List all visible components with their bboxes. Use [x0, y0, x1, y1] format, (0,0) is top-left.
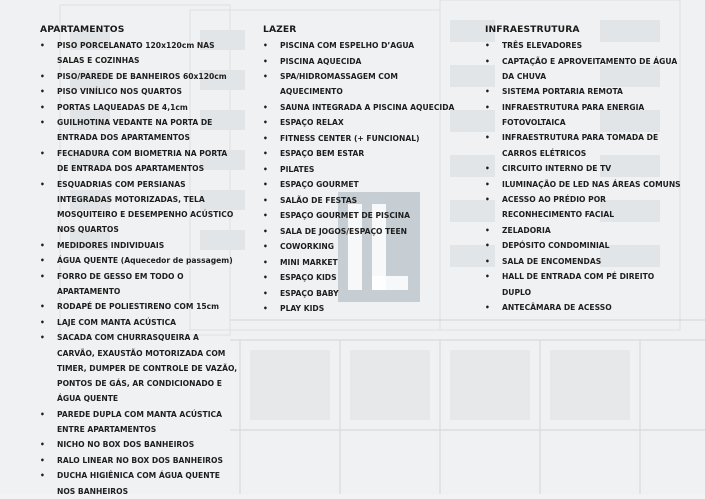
- list-item-line: LAJE COM MANTA ACÚSTICA: [57, 317, 177, 327]
- list-item: [40, 238, 240, 253]
- list-item-line: SALA DE ENCOMENDAS: [502, 256, 602, 266]
- feature-list: [263, 38, 468, 316]
- list-item-line: PAREDE DUPLA COM MANTA ACÚSTICA: [57, 409, 222, 419]
- list-item-line: ÁGUA QUENTE (Aquecedor de passagem): [57, 256, 233, 266]
- column-infraestrutura: [485, 24, 690, 316]
- list-item-line: PISCINA AQUECIDA: [280, 56, 362, 66]
- list-item: [485, 38, 690, 53]
- column-title: INFRAESTRUTURA: [485, 24, 580, 35]
- list-item: [263, 208, 468, 223]
- list-item: [485, 177, 690, 192]
- list-item-line: HALL DE ENTRADA COM PÉ DIREITO: [502, 272, 655, 282]
- list-item: [40, 100, 240, 115]
- list-item-line: CARROS ELÉTRICOS: [502, 148, 587, 158]
- list-item-line: DE ENTRADA DOS APARTAMENTOS: [57, 164, 205, 174]
- list-item-line: ZELADORIA: [502, 225, 551, 235]
- list-item-line: SALÃO DE FESTAS: [280, 195, 358, 205]
- list-item: [40, 330, 240, 406]
- list-item: [263, 115, 468, 130]
- list-item: [40, 437, 240, 452]
- list-item: [40, 299, 240, 314]
- list-item-line: NOS QUARTOS: [57, 225, 119, 235]
- list-item: [263, 69, 468, 99]
- list-item: [485, 100, 690, 130]
- list-item-line: MOSQUITEIRO E DESEMPENHO ACÚSTICO: [57, 210, 234, 220]
- list-item-line: TRÊS ELEVADORES: [502, 41, 583, 50]
- list-item-line: ESPAÇO RELAX: [280, 118, 344, 128]
- list-item: [485, 192, 690, 222]
- list-item-line: SISTEMA PORTARIA REMOTA: [502, 87, 623, 97]
- list-item: [40, 253, 240, 268]
- list-item: [485, 54, 690, 84]
- list-item-line: INFRAESTRUTURA PARA ENERGIA: [502, 102, 645, 112]
- list-item-line: PONTOS DE GÁS, AR CONDICIONADO E: [57, 379, 222, 389]
- feature-list: [485, 38, 690, 315]
- list-item-line: SAUNA INTEGRADA A PISCINA AQUECIDA: [280, 102, 455, 112]
- list-item: [263, 255, 468, 270]
- list-item-line: RODAPÉ DE POLIESTIRENO COM 15cm: [57, 302, 220, 312]
- list-item-line: ENTRE APARTAMENTOS: [57, 424, 157, 434]
- list-item-line: CAPTAÇÃO E APROVEITAMENTO DE ÁGUA: [502, 56, 678, 66]
- list-item-line: PORTAS LAQUEADAS DE 4,1cm: [57, 102, 188, 112]
- list-item: [485, 238, 690, 253]
- list-item: [263, 177, 468, 192]
- list-item-line: ESPAÇO KIDS: [280, 273, 337, 283]
- list-item-line: ESPAÇO BABY: [280, 288, 339, 298]
- list-item-line: ESPAÇO GOURMET DE PISCINA: [280, 211, 410, 221]
- list-item: [263, 239, 468, 254]
- list-item-line: INTEGRADAS MOTORIZADAS, TELA: [57, 194, 205, 204]
- list-item-line: FOTOVOLTAICA: [502, 117, 566, 127]
- list-item-line: INFRAESTRUTURA PARA TOMADA DE: [502, 133, 659, 143]
- list-item-line: ESQUADRIAS COM PERSIANAS: [57, 179, 186, 189]
- list-item: [263, 38, 468, 53]
- list-item: [485, 254, 690, 269]
- list-item: [263, 286, 468, 301]
- list-item: [263, 162, 468, 177]
- list-item: [40, 146, 240, 176]
- list-item: [263, 270, 468, 285]
- list-item-line: SALAS E COZINHAS: [57, 56, 140, 66]
- column-apartamentos: [40, 24, 240, 499]
- list-item: [263, 301, 468, 316]
- list-item: [40, 453, 240, 468]
- list-item: [40, 177, 240, 238]
- list-item-line: PILATES: [280, 164, 315, 174]
- list-item-line: RALO LINEAR NO BOX DOS BANHEIROS: [57, 455, 223, 465]
- list-item: [263, 146, 468, 161]
- list-item-line: DEPÓSITO CONDOMINIAL: [502, 241, 610, 251]
- column-title: LAZER: [263, 24, 297, 35]
- list-item: [485, 300, 690, 315]
- list-item-line: TIMER, DUMPER DE CONTROLE DE VAZÃO,: [57, 363, 238, 373]
- list-item-line: ILUMINAÇÃO DE LED NAS ÁREAS COMUNS: [502, 179, 681, 189]
- list-item-line: ÁGUA QUENTE: [57, 394, 119, 404]
- list-item-line: GUILHOTINA VEDANTE NA PORTA DE: [57, 118, 213, 128]
- list-item-line: FITNESS CENTER (+ FUNCIONAL): [280, 133, 420, 143]
- list-item-line: DA CHUVA: [502, 71, 547, 81]
- list-item: [40, 115, 240, 145]
- list-item-line: FORRO DE GESSO EM TODO O: [57, 271, 184, 281]
- list-item-line: DUCHA HIGIÊNICA COM ÁGUA QUENTE: [57, 471, 220, 481]
- feature-list: [40, 38, 240, 499]
- list-item-line: SPA/HIDROMASSAGEM COM: [280, 72, 398, 81]
- list-item: [263, 100, 468, 115]
- list-item: [263, 131, 468, 146]
- list-item-line: RECONHECIMENTO FACIAL: [502, 210, 615, 220]
- list-item-line: SACADA COM CHURRASQUEIRA A: [57, 333, 199, 343]
- list-item-line: MINI MARKET: [280, 257, 338, 267]
- list-item-line: PISO/PAREDE DE BANHEIROS 60x120cm: [57, 71, 227, 81]
- list-item-line: PISO VINÍLICO NOS QUARTOS: [57, 87, 182, 97]
- list-item: [485, 269, 690, 299]
- list-item-line: MEDIDORES INDIVIDUAIS: [57, 240, 165, 250]
- list-item-line: PISCINA COM ESPELHO D’AGUA: [280, 41, 415, 50]
- list-item-line: NICHO NO BOX DOS BANHEIROS: [57, 440, 195, 450]
- list-item: [40, 468, 240, 498]
- column-lazer: [263, 24, 468, 317]
- list-item-line: DUPLO: [502, 287, 532, 297]
- list-item-line: ESPAÇO BEM ESTAR: [280, 149, 365, 159]
- list-item: [485, 161, 690, 176]
- list-item-line: FECHADURA COM BIOMETRIA NA PORTA: [57, 148, 228, 158]
- list-item: [263, 224, 468, 239]
- list-item-line: PLAY KIDS: [280, 304, 325, 314]
- list-item-line: CARVÃO, EXAUSTÃO MOTORIZADA COM: [57, 348, 226, 358]
- list-item: [40, 407, 240, 437]
- list-item: [40, 84, 240, 99]
- list-item: [485, 223, 690, 238]
- list-item-line: APARTAMENTO: [57, 286, 121, 296]
- list-item-line: ESPAÇO GOURMET: [280, 180, 359, 190]
- list-item-line: CIRCUITO INTERNO DE TV: [502, 164, 612, 174]
- list-item: [40, 269, 240, 299]
- list-item-line: ENTRADA DOS APARTAMENTOS: [57, 133, 190, 143]
- column-title: APARTAMENTOS: [40, 24, 125, 35]
- list-item-line: NOS BANHEIROS: [57, 486, 129, 496]
- list-item: [263, 193, 468, 208]
- list-item-line: ACESSO AO PRÉDIO POR: [502, 195, 607, 205]
- list-item: [40, 38, 240, 68]
- list-item-line: COWORKING: [280, 242, 335, 252]
- list-item-line: ANTECÂMARA DE ACESSO: [502, 303, 612, 313]
- list-item: [485, 84, 690, 99]
- list-item: [263, 54, 468, 69]
- list-item-line: AQUECIMENTO: [280, 87, 343, 97]
- list-item: [485, 130, 690, 160]
- list-item: [40, 69, 240, 84]
- list-item: [40, 315, 240, 330]
- list-item-line: SALA DE JOGOS/ESPAÇO TEEN: [280, 226, 408, 236]
- list-item-line: PISO PORCELANATO 120x120cm NAS: [57, 41, 215, 50]
